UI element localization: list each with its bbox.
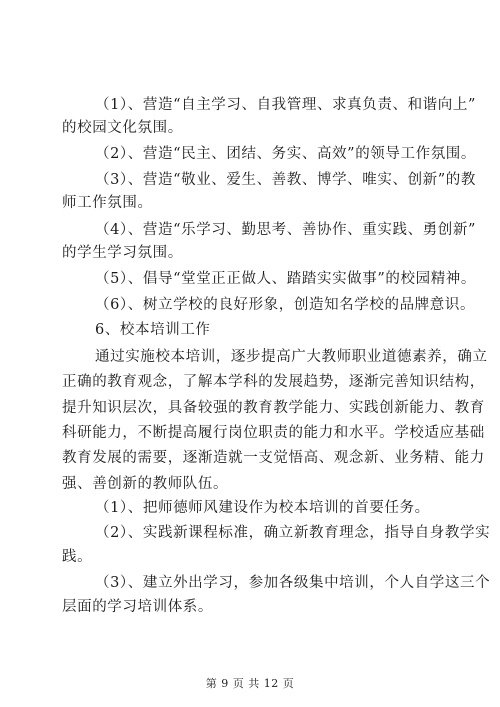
text-line: （6）、树立学校的良好形象，创造知名学校的品牌意识。 <box>95 297 476 313</box>
text-line: （4）、营造“乐学习、勤思考、善协作、重实践、勇创新” <box>95 222 476 238</box>
section-heading: 6、校本培训工作 <box>95 322 211 338</box>
text-line: （2）、实践新课程标准，确立新教育理念，指导自身教学实 <box>95 525 491 541</box>
page-footer: 第 9 页 共 12 页 <box>205 677 295 690</box>
text-line: 的校园文化氛围。 <box>62 120 183 136</box>
text-line: （5）、倡导“堂堂正正做人、踏踏实实做事”的校园精神。 <box>95 271 476 287</box>
text-line: 强、善创新的教师队伍。 <box>62 476 229 492</box>
text-line: 科研能力，不断提高履行岗位职责的能力和水平。学校适应基础 <box>62 425 485 441</box>
text-line: 师工作氛围。 <box>62 195 153 211</box>
text-line: 提升知识层次，具备较强的教育教学能力、实践创新能力、教育 <box>62 400 485 416</box>
text-line: 教育发展的需要，逐渐造就一支觉悟高、观念新、业务精、能力 <box>62 450 485 466</box>
text-line: （1）、把师德师风建设作为校本培训的首要任务。 <box>95 500 430 516</box>
text-line: （2）、营造“民主、团结、务实、高效”的领导工作氛围。 <box>95 146 476 162</box>
text-line: （1）、营造“自主学习、自我管理、求真负责、和谐向上” <box>95 97 476 113</box>
text-line: 的学生学习氛围。 <box>62 245 183 261</box>
text-line: 通过实施校本培训，逐步提高广大教师职业道德素养，确立 <box>95 349 488 365</box>
text-line: （3）、营造“敬业、爱生、善教、博学、唯实、创新”的教 <box>95 172 476 188</box>
text-line: （3）、建立外出学习，参加各级集中培训，个人自学这三个 <box>95 575 491 591</box>
text-line: 层面的学习培训体系。 <box>62 599 213 615</box>
text-line: 正确的教育观念，了解本学科的发展趋势，逐渐完善知识结构， <box>62 374 485 390</box>
text-line: 践。 <box>62 549 93 565</box>
